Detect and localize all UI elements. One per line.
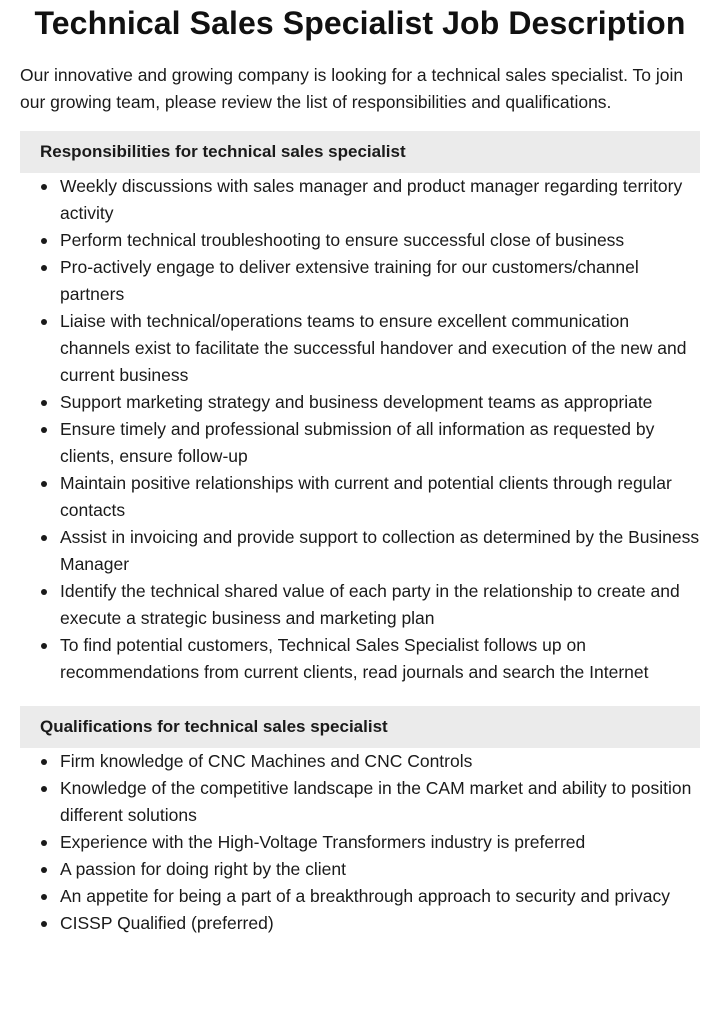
responsibility-item: Pro-actively engage to deliver extensive training for our customers/channel partners	[20, 254, 700, 308]
qualification-item: Knowledge of the competitive landscape in the CAM market and ability to position different solutions	[20, 775, 700, 829]
qualification-item: Firm knowledge of CNC Machines and CNC Controls	[20, 748, 700, 775]
qualification-item: CISSP Qualified (preferred)	[20, 910, 700, 937]
responsibility-item: To find potential customers, Technical Sales Specialist follows up on recommendations from current clients, read journals and search the Internet	[20, 632, 700, 686]
responsibilities-heading: Responsibilities for technical sales specialist	[20, 131, 700, 173]
responsibility-item: Assist in invoicing and provide support to collection as determined by the Business Manager	[20, 524, 700, 578]
qualification-item: An appetite for being a part of a breakthrough approach to security and privacy	[20, 883, 700, 910]
qualification-item: A passion for doing right by the client	[20, 856, 700, 883]
responsibility-item: Weekly discussions with sales manager and product manager regarding territory activity	[20, 173, 700, 227]
responsibility-item: Identify the technical shared value of each party in the relationship to create and execute a strategic business and marketing plan	[20, 578, 700, 632]
qualification-item: Experience with the High-Voltage Transformers industry is preferred	[20, 829, 700, 856]
responsibility-item: Maintain positive relationships with current and potential clients through regular contacts	[20, 470, 700, 524]
responsibilities-list	[20, 173, 700, 686]
intro-paragraph: Our innovative and growing company is looking for a technical sales specialist. To join our growing team, please review the list of responsibilities and qualifications.	[20, 65, 684, 112]
responsibility-item: Perform technical troubleshooting to ensure successful close of business	[20, 227, 700, 254]
qualifications-list	[20, 748, 700, 937]
page-title: Technical Sales Specialist Job Description	[34, 5, 686, 41]
responsibility-item: Support marketing strategy and business development teams as appropriate	[20, 389, 700, 416]
responsibility-item: Ensure timely and professional submission of all information as requested by clients, ensure follow-up	[20, 416, 700, 470]
responsibility-item: Liaise with technical/operations teams to ensure excellent communication channels exist to facilitate the successful handover and execution of the new and current business	[20, 308, 700, 389]
qualifications-heading: Qualifications for technical sales specialist	[20, 706, 700, 748]
